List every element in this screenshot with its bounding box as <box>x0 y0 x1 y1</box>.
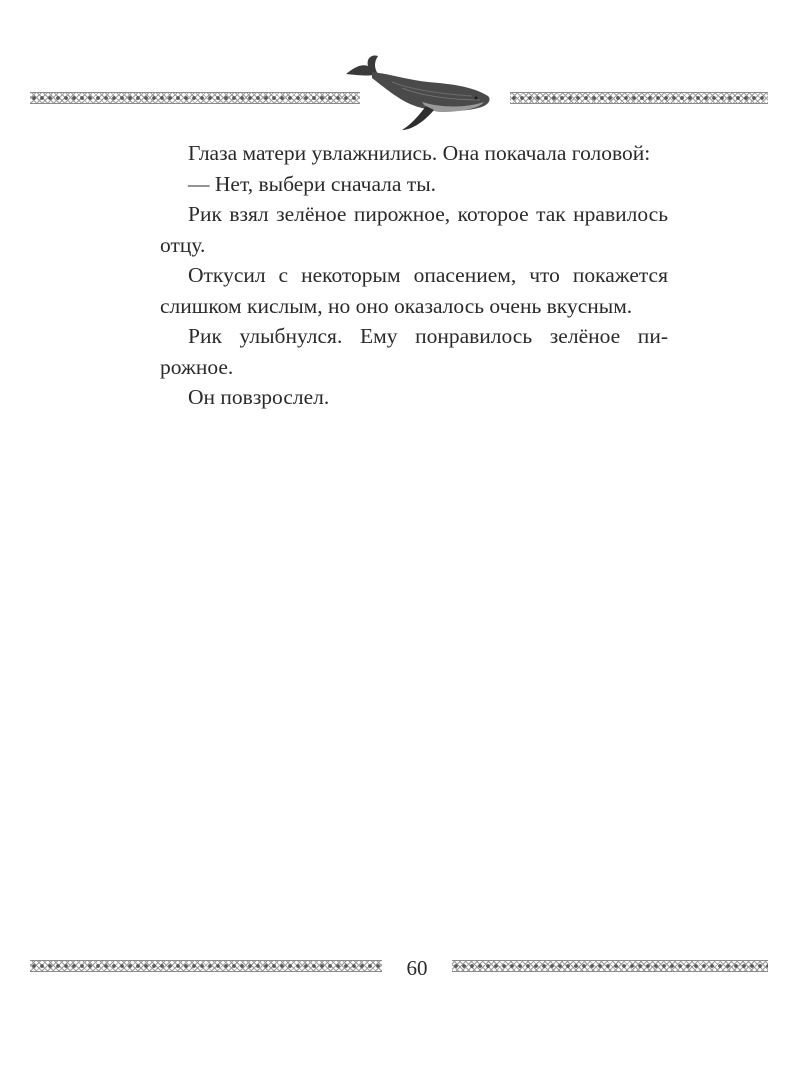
paragraph: Глаза матери увлажнились. Она покачала головой: <box>188 141 651 165</box>
paragraph: Он повзрослел. <box>188 385 330 409</box>
ornamental-band-right <box>452 960 768 972</box>
paragraph: Рик улыбнулся. Ему понравилось зелёное пирожное. <box>160 324 668 379</box>
page-number: 60 <box>406 956 428 980</box>
paragraph: — Нет, выбери сначала ты. <box>188 171 437 196</box>
top-ornament <box>0 52 800 132</box>
ornamental-band-left <box>30 960 382 972</box>
paragraph: Откусил с некоторым опасением, что покажется слишком кислым, но оно оказалось очень вкусным. <box>160 263 668 318</box>
ornamental-band-right <box>510 92 768 104</box>
paragraph: Рик взял зелёное пирожное, которое так нравилось отцу. <box>160 202 668 257</box>
body-text <box>160 138 668 413</box>
ornamental-band-left <box>30 92 360 104</box>
whale-icon <box>342 52 494 132</box>
